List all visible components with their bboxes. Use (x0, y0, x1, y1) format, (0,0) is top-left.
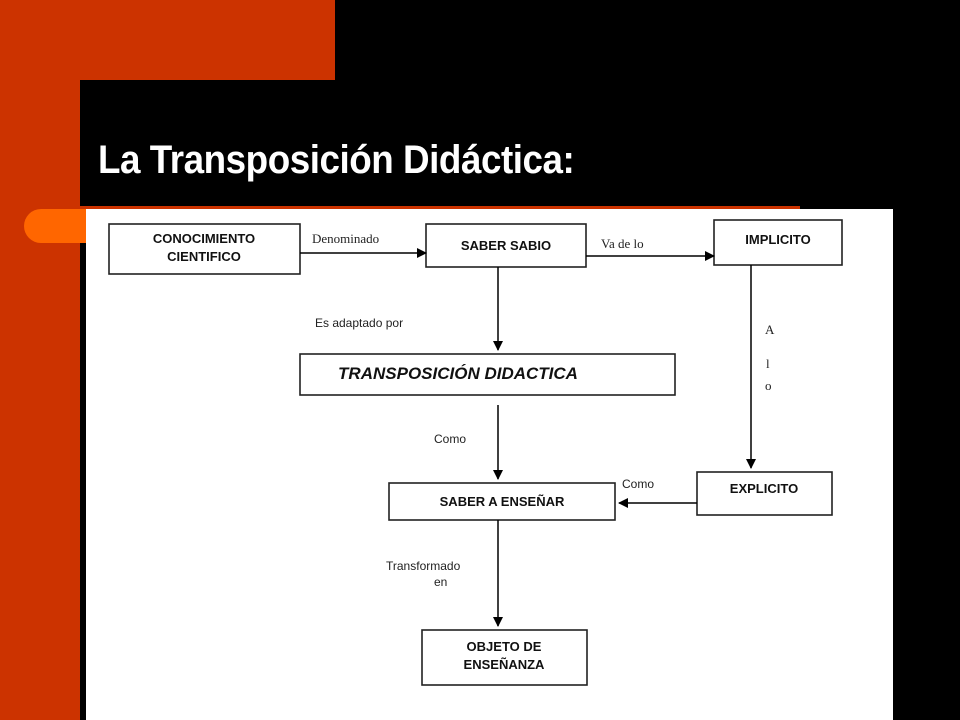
node-label: SABER SABIO (460, 238, 552, 253)
edge-label-en: en (434, 575, 448, 589)
node-label: SABER A ENSEÑAR (439, 494, 565, 509)
accent-bar (0, 0, 80, 720)
node-objeto-de-ensenanza (422, 630, 587, 685)
accent-block (0, 0, 335, 80)
edge-label-como-1: Como (434, 432, 467, 446)
node-label-line-2: CIENTIFICO (167, 249, 241, 264)
edge-label-a-lo-1: A (765, 322, 775, 337)
node-label: IMPLICITO (745, 232, 811, 247)
node-label-line-1: OBJETO DE (466, 639, 542, 654)
slide-title: La Transposición Didáctica: (98, 138, 575, 182)
edge-label-como-2: Como (622, 477, 655, 491)
edge-label-va-de-lo: Va de lo (601, 236, 644, 251)
node-label-line-1: CONOCIMIENTO (152, 231, 256, 246)
node-saber-a-ensenar (389, 483, 615, 520)
edge-label-transformado: Transformado (386, 559, 461, 573)
edge-label-denominado: Denominado (312, 231, 380, 246)
diagram-panel (86, 209, 893, 720)
edge-label-a-lo-3: o (765, 378, 772, 393)
node-label: EXPLICITO (729, 481, 799, 496)
node-conocimiento-cientifico (109, 224, 300, 274)
node-transposicion-didactica (300, 354, 675, 395)
edge-label-es-adaptado-por: Es adaptado por (315, 316, 404, 330)
node-saber-sabio (426, 224, 586, 267)
node-implicito (714, 220, 842, 265)
node-explicito (697, 472, 832, 515)
edge-label-a-lo-2: l (766, 356, 770, 371)
node-label: TRANSPOSICIÓN DIDACTICA (338, 364, 578, 383)
flow-diagram (86, 209, 893, 720)
node-label-line-2: ENSEÑANZA (463, 657, 545, 672)
